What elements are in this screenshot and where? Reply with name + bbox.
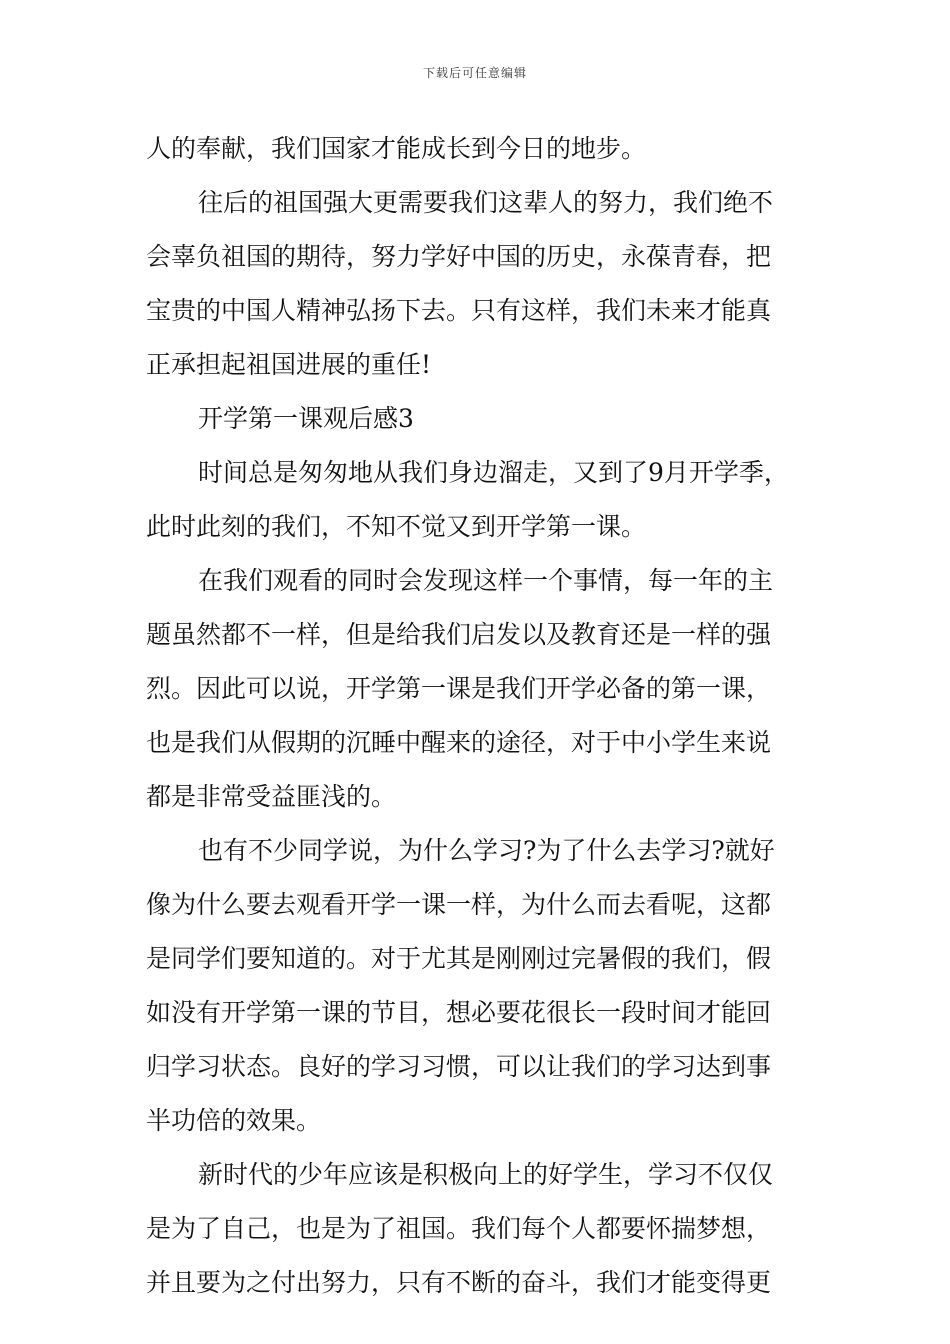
text-line: 人的奉献，我们国家才能成长到今日的地步。 <box>146 134 647 163</box>
text-line: 在我们观看的同时会发现这样一个事情，每一年的主 <box>198 566 774 595</box>
text-line: 时间总是匆匆地从我们身边溜走，又到了9月开学季， <box>198 458 789 487</box>
text-line: 宝贵的中国人精神弘扬下去。只有这样，我们未来才能真 <box>146 296 772 325</box>
text-line: 是为了自己，也是为了祖国。我们每个人都要怀揣梦想， <box>146 1214 772 1243</box>
text-line: 也有不少同学说，为什么学习?为了什么去学习?就好 <box>198 836 775 865</box>
text-line: 都是非常受益匪浅的。 <box>146 782 397 811</box>
text-line: 像为什么要去观看开学一课一样，为什么而去看呢，这都 <box>146 890 772 919</box>
text-line: 开学第一课观后感3 <box>198 404 414 433</box>
text-line: 也是我们从假期的沉睡中醒来的途径，对于中小学生来说 <box>146 728 772 757</box>
text-line: 此时此刻的我们，不知不觉又到开学第一课。 <box>146 512 647 541</box>
page-header: 下载后可任意编辑 <box>422 66 527 80</box>
document-body <box>146 122 806 1310</box>
text-line: 新时代的少年应该是积极向上的好学生，学习不仅仅 <box>198 1160 774 1189</box>
text-line: 如没有开学第一课的节目，想必要花很长一段时间才能回 <box>146 998 772 1027</box>
text-line: 烈。因此可以说，开学第一课是我们开学必备的第一课， <box>146 674 772 703</box>
text-line: 并且要为之付出努力，只有不断的奋斗，我们才能变得更 <box>146 1268 772 1297</box>
text-line: 半功倍的效果。 <box>146 1106 322 1135</box>
text-line: 归学习状态。良好的学习习惯，可以让我们的学习达到事 <box>146 1052 772 1081</box>
text-line: 会辜负祖国的期待，努力学好中国的历史，永葆青春，把 <box>146 242 772 271</box>
text-line: 题虽然都不一样，但是给我们启发以及教育还是一样的强 <box>146 620 772 649</box>
text-line: 是同学们要知道的。对于尤其是刚刚过完暑假的我们，假 <box>146 944 772 973</box>
text-line: 正承担起祖国进展的重任! <box>146 350 432 379</box>
text-line: 往后的祖国强大更需要我们这辈人的努力，我们绝不 <box>198 188 774 217</box>
